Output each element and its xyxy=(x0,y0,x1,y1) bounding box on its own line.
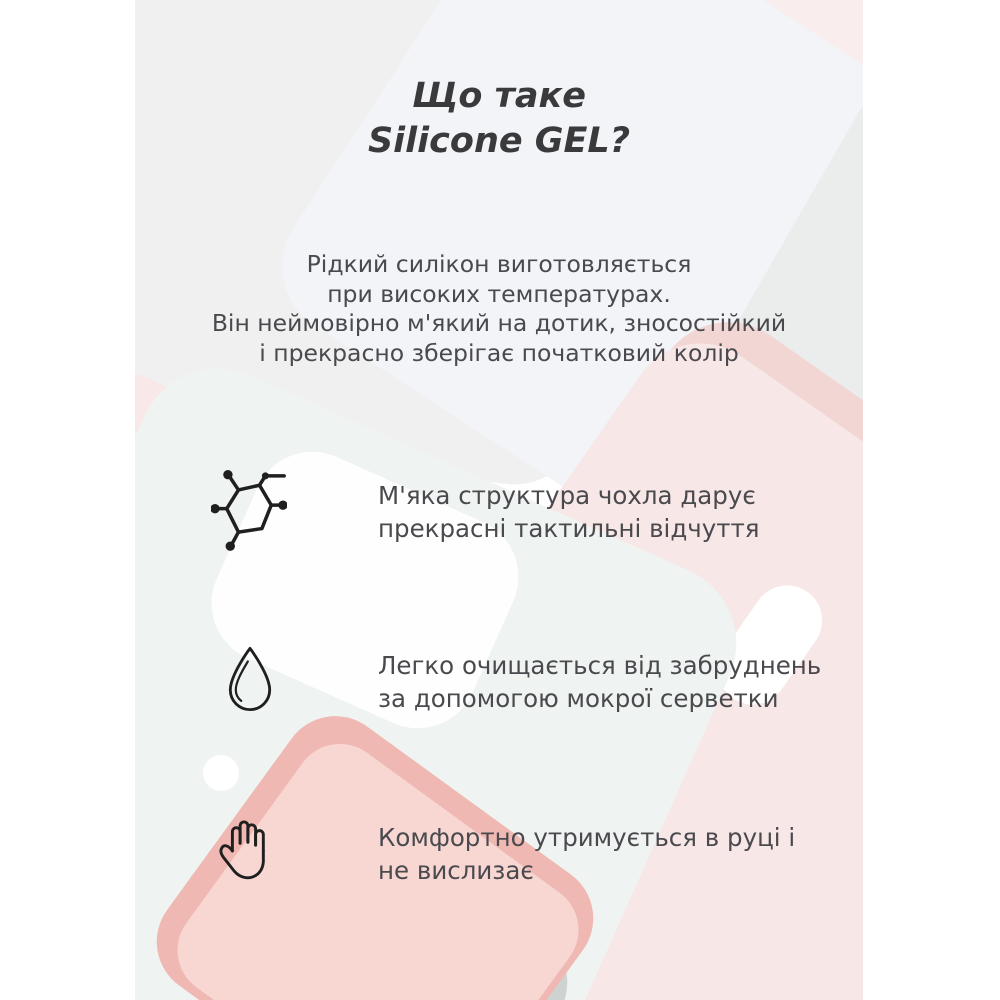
feature-line: не вислизає xyxy=(378,855,534,885)
droplet-icon xyxy=(223,644,277,714)
intro-line: і прекрасно зберігає початковий колір xyxy=(259,338,739,367)
intro-line: Він неймовірно м'який на дотик, зносостійкий xyxy=(211,309,787,338)
page-title xyxy=(135,74,863,164)
intro-line: Рідкий силікон виготовляється xyxy=(306,250,692,278)
intro-line: при високих температурах. xyxy=(327,279,671,308)
page-title-line2: Silicone GEL? xyxy=(367,120,631,161)
feature-line: за допомогою мокрої серветки xyxy=(378,683,779,713)
content xyxy=(135,0,863,1000)
feature-line: Легко очищається від забруднень xyxy=(378,651,822,680)
molecule-icon xyxy=(211,470,287,552)
feature-text xyxy=(378,650,853,716)
feature-text xyxy=(378,822,853,888)
feature-line: Комфортно утримується в руці і xyxy=(378,823,796,852)
intro-paragraph xyxy=(135,250,863,368)
feature-line: М'яка структура чохла дарує xyxy=(378,481,756,510)
hand-icon xyxy=(215,816,273,882)
feature-text xyxy=(378,480,853,546)
page-title-line1: Що таке xyxy=(411,76,587,116)
feature-line: прекрасні тактильні відчуття xyxy=(378,513,760,543)
